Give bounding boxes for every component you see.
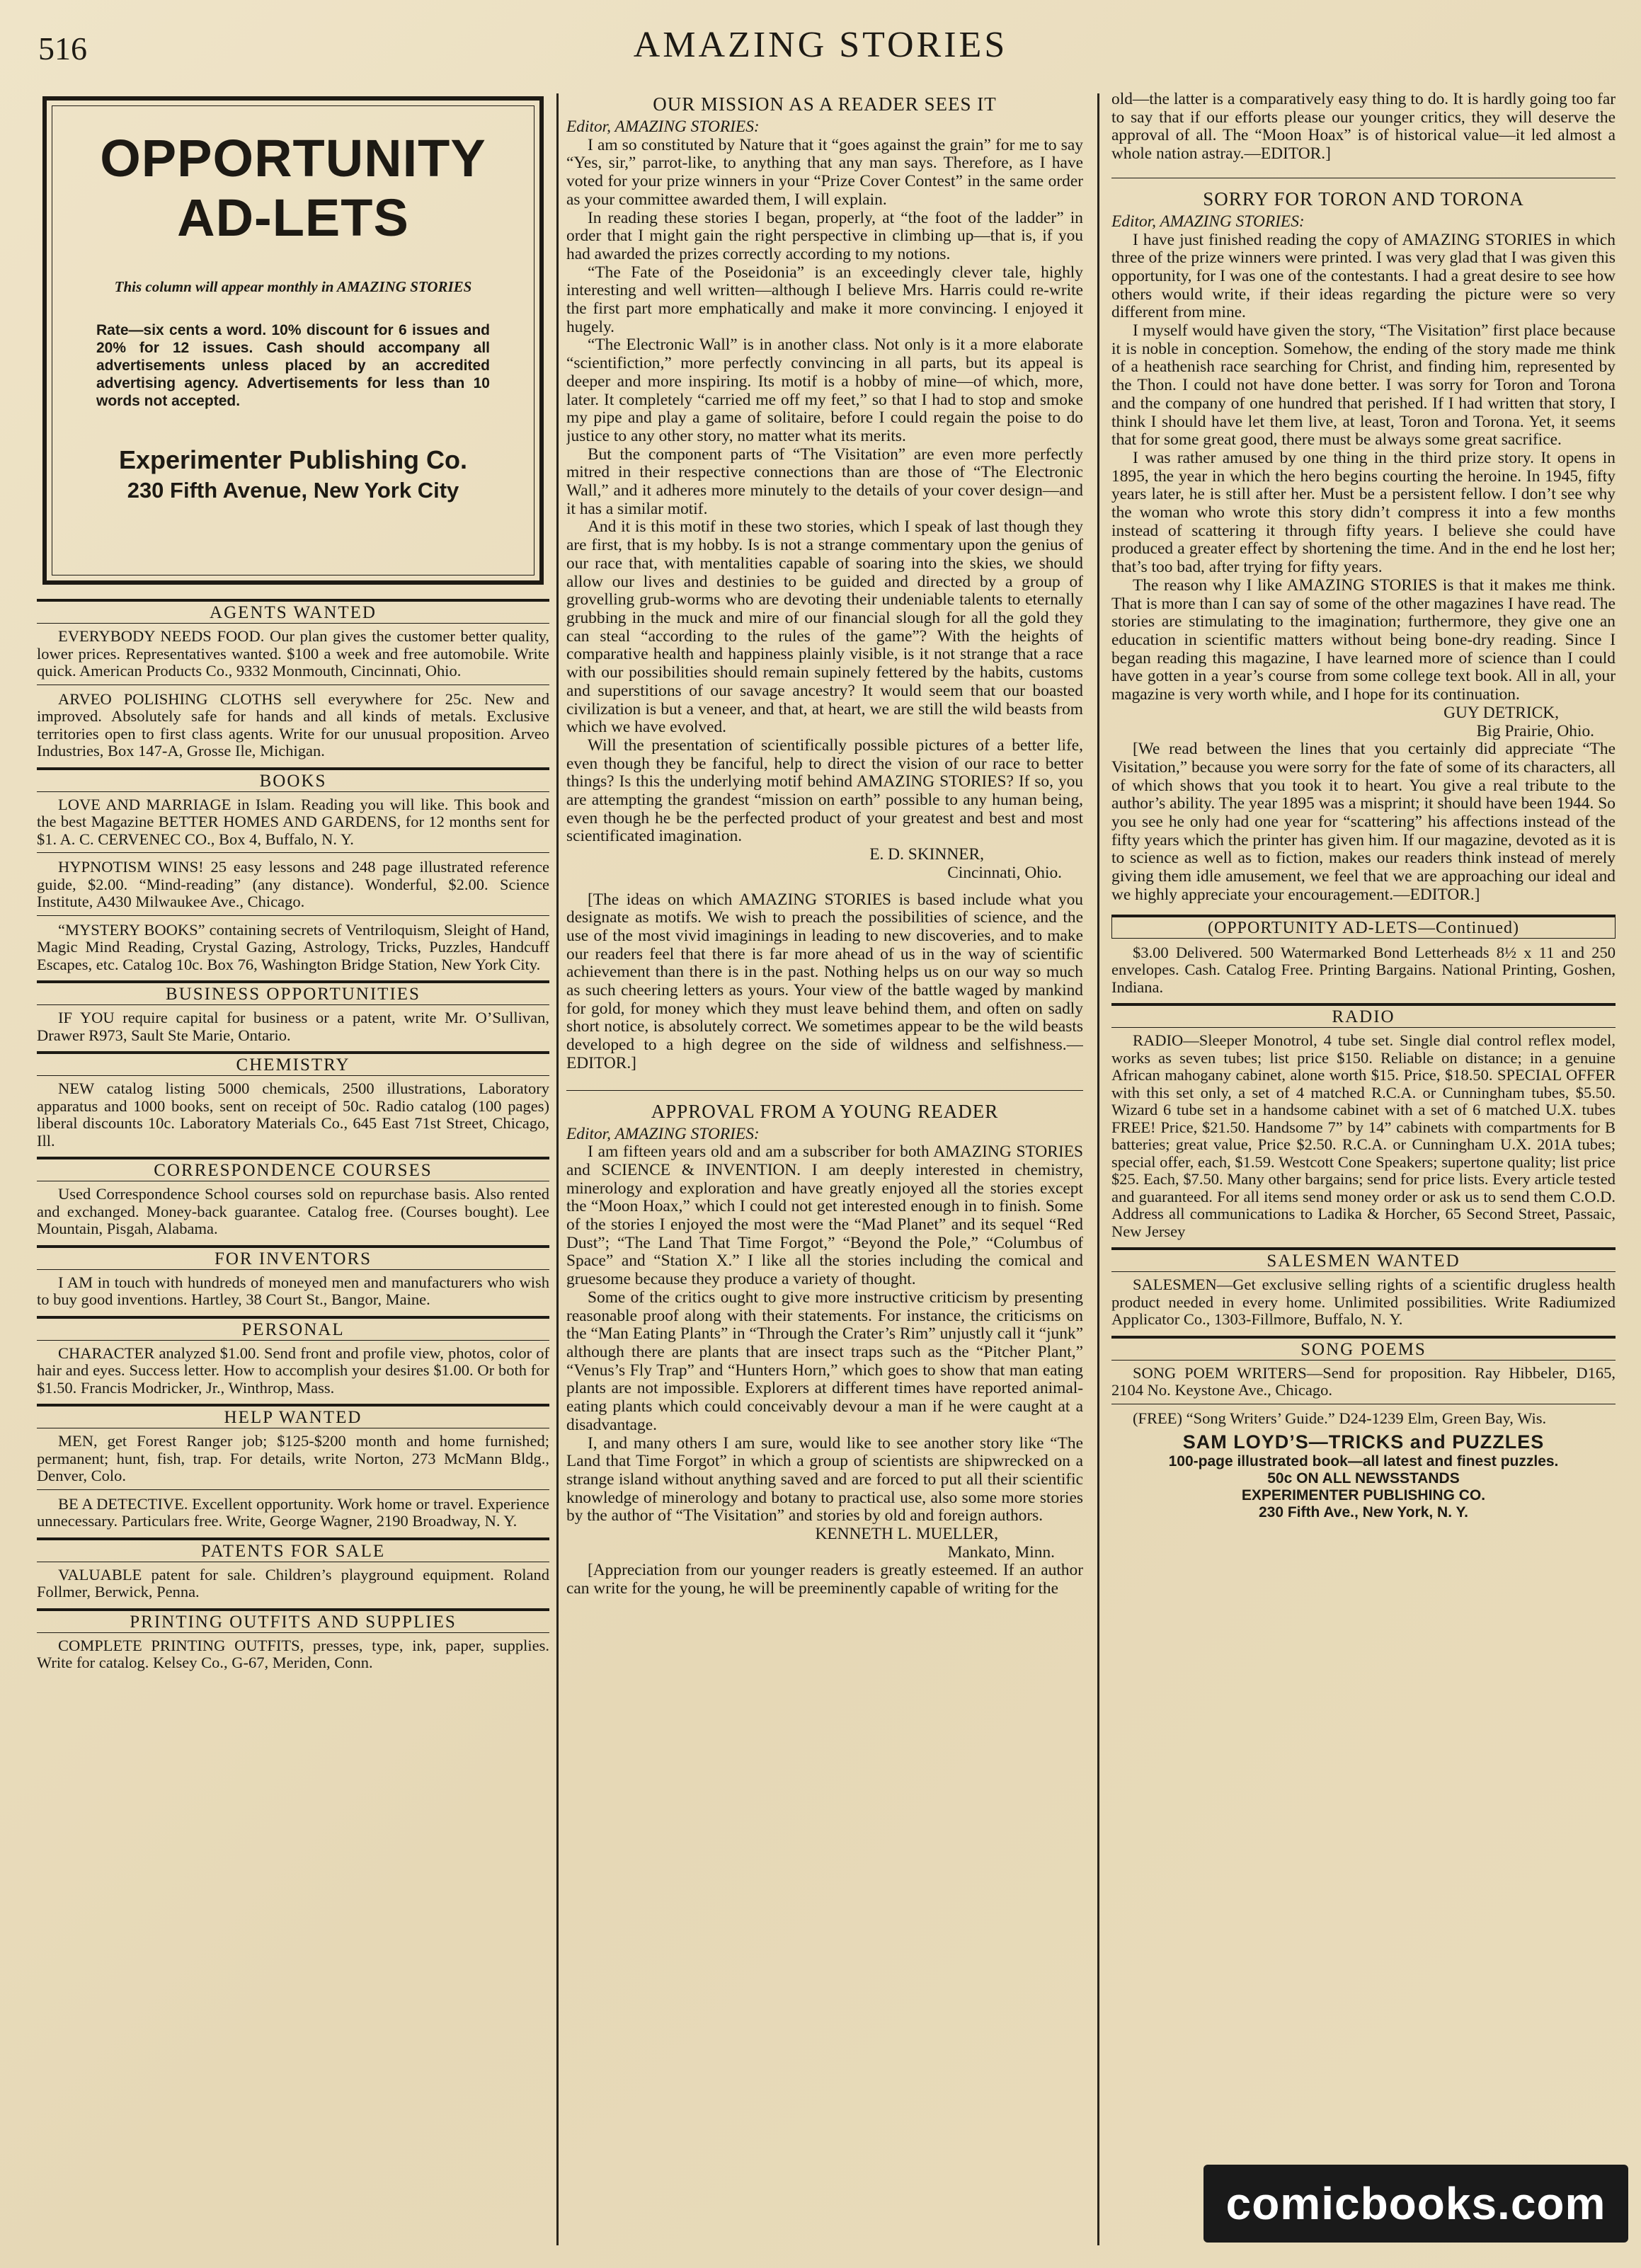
letter-salutation: Editor, AMAZING STORIES: — [566, 1124, 760, 1143]
section-heading: CORRESPONDENCE COURSES — [37, 1157, 549, 1181]
editor-reply: [We read between the lines that you certainly did appreciate “The Visitation,” because you were sorry for the fate of some of its characters, all of which shows that you took it to heart. You give a real tribute to the author’s ability. The year 1895 was a misprint; it should have been 1944. So you see he only had one year for “scattering” his affections instead of the fifty years which the printer has given him. If our magazine, devoted as it is to science as well as to fiction, makes our readers think instead of merely giving them idle amusement, we feel that we are approaching our ideal and we highly appreciate your encouragement.—EDITOR.] — [1111, 740, 1616, 904]
classified-listing — [1111, 944, 1616, 1428]
editor-reply-continued: old—the latter is a comparatively easy thing to do. It is hardly going too far to say that if our efforts please our younger critics, they will deserve the approval of all. The “Moon Hoax” is of historical value—it led almost a whole nation astray.—EDITOR.] — [1111, 91, 1616, 164]
letter-paragraph: I am fifteen years old and am a subscriber for both AMAZING STORIES and SCIENCE & INVENTION. I am deeply interested in chemistry, minerology and exploration and have greatly enjoyed all the stories except the “Moon Hoax,” which I could not get interested enough in to finish. Some of the stories I enjoyed the most were the “Mad Planet” and its sequel “Red Dust”; “The Land That Time Forgot,” “Beyond the Pole,” “Columbus of Space” and “Station X.” I like all the stories including the comical and gruesome because they produce a variety of thought. — [566, 1142, 1083, 1289]
section-heading: BOOKS — [37, 767, 549, 792]
classified-ad: HYPNOTISM WINS! 25 easy lessons and 248 page illustrated reference guide, $2.00. “Mind-reading” (any distance). Wonderful, $2.00. Science Institute, A430 Milwaukee Ave., Chicago. — [37, 858, 549, 910]
continued-heading: (OPPORTUNITY AD-LETS—Continued) — [1111, 915, 1616, 939]
letters-column — [566, 91, 1083, 2257]
ad-box-title: OPPORTUNITY AD-LETS — [100, 129, 486, 247]
classified-ad: COMPLETE PRINTING OUTFITS, presses, type, ink, paper, supplies. Write for catalog. Kelsey Co., G-67, Meriden, Conn. — [37, 1636, 549, 1671]
letter-paragraph: I, and many others I am sure, would like to see another story like “The Land that Time Forgot” in which a group of scientists are shipwrecked on a strange island without anything saved and are forced to put all their scientific knowledge of minerology and botany to practical use, also some more stories by the author of “The Visitation” and stories by old and foreign authors. — [566, 1433, 1083, 1525]
classified-ad: NEW catalog listing 5000 chemicals, 2500 illustrations, Laboratory apparatus and 1000 books, sent on receipt of 50c. Radio catalog (100 pages) liberal discounts 10c. Laboratory Materials Co., 645 East 71st Street, Chicago, Ill. — [37, 1079, 549, 1150]
letter-paragraph: I have just finished reading the copy of AMAZING STORIES in which three of the prize winners were printed. I was very glad that I was given this opportunity, for I was one of the contestants. I had a great desire to see how others would write, if their ideas regarding the picture were so very different from mine. — [1111, 230, 1616, 322]
letter-paragraph: “The Fate of the Poseidonia” is an exceedingly clever tale, highly interesting and well written—although I believe Mrs. Harris could re-write the first part more emphatically and make it more convincing. I enjoyed it hugely. — [566, 263, 1083, 336]
section-heading: AGENTS WANTED — [37, 599, 549, 624]
sam-loyd-title: SAM LOYD’S—TRICKS and PUZZLES — [1182, 1431, 1545, 1453]
page-number: 516 — [38, 30, 87, 67]
section-heading: CHEMISTRY — [37, 1051, 549, 1076]
letter-signature-place: Big Prairie, Ohio. — [1476, 721, 1594, 740]
section-heading: PATENTS FOR SALE — [37, 1537, 549, 1562]
letter-paragraph: And it is this motif in these two stories, which I speak of last though they are first, that is my hobby. Is is not a strange commentary upon the genius of our race that, with mentalities capable of soaring into the skies, we should allow our lives and destinies to be guided and directed by a group of grovelling grub-worms who are devoting their undeniable talents to eternally grubbing in the muck and mire of our financial slough for all the gold they can steal “according to the rules of the game”? With the heights of comparative health and happiness plainly visible, is it not strange that a race with our possibilities should remain supinely fettered by the habits, customs and superstitions of our savage ancestry? It would seem that our boasted civilization is but a veneer, and that, at heart, we are still the wild beasts from which we have evolved. — [566, 517, 1083, 737]
sam-loyd-line: 100-page illustrated book—all latest and finest puzzles. — [1168, 1453, 1559, 1470]
ad-box-publisher: Experimenter Publishing Co. 230 Fifth Avenue, New York City — [118, 445, 468, 503]
ad-divider — [37, 1489, 549, 1490]
letter-body — [1111, 231, 1616, 704]
letter-title: APPROVAL FROM A YOUNG READER — [651, 1100, 999, 1122]
section-heading: SALESMEN WANTED — [1111, 1247, 1616, 1272]
letter-paragraph: I am so constituted by Nature that it “goes against the grain” for me to say “Yes, sir,” parrot-like, to anything that any man says. Therefore, as I have voted for your prize winners in your “Prize Cover Contest” in the same order as your committee awarded them, I will explain. — [566, 135, 1083, 209]
sam-loyd-ad — [1111, 1431, 1616, 1521]
ad-divider — [37, 852, 549, 853]
section-heading: PRINTING OUTFITS AND SUPPLIES — [37, 1608, 549, 1633]
letters-column-right — [1111, 91, 1616, 2257]
classified-ad: RADIO—Sleeper Monotrol, 4 tube set. Single dial control reflex model, works as seven tubes; list price $150. Reliable on distance; in a genuine African mahogany cabinet, alone worth $15. Price, $18.50. SPECIAL OFFER with this set only, a set of 4 matched R.C.A. or Cunningham tubes, $5.50. Wizard 6 tube set in a handsome cabinet with a set of 6 matched U.X. tubes FREE! Price, $21.50. Handsome 7” by 14” cabinets with compartments for B batteries; great value, Price $2.50. R.C.A. or Cunningham U.X. 201A tubes; special offer, each, $1.59. Westcott Cone Speakers; supertone quality; list price $25. Each, $7.50. Many other bargains; send for price lists. Every article tested and guaranteed. For all items send money order or ask us to send them C.O.D. Address all communications to Ladika & Horcher, 65 Second Street, Passaic, New Jersey — [1111, 1031, 1616, 1240]
letter-signature-place: Mankato, Minn. — [947, 1542, 1055, 1562]
letter-salutation: Editor, AMAZING STORIES: — [566, 118, 760, 136]
letter-title: OUR MISSION AS A READER SEES IT — [653, 93, 997, 115]
editor-reply: [Appreciation from our younger readers is greatly esteemed. If an author can write for the young, he will be preeminently capable of writing for the — [566, 1561, 1083, 1598]
section-heading: BUSINESS OPPORTUNITIES — [37, 980, 549, 1005]
classified-ad: LOVE AND MARRIAGE in Islam. Reading you will like. This book and the best Magazine BETTER HOMES AND GARDENS, for 12 months sent for $1. A. C. CERVENEC CO., Box 4, Buffalo, N. Y. — [37, 795, 549, 848]
section-heading: PERSONAL — [37, 1316, 549, 1341]
letter-signature-place: Cincinnati, Ohio. — [947, 863, 1062, 882]
classified-ad: $3.00 Delivered. 500 Watermarked Bond Letterheads 8½ x 11 and 250 envelopes. Cash. Catalog Free. Printing Bargains. National Printing, Goshen, Indiana. — [1111, 943, 1616, 996]
classified-ad: SALESMEN—Get exclusive selling rights of a scientific drugless health product needed in every home. Unlimited possibilities. Write Radiumized Applicator Co., 1303-Fillmore, Buffalo, N. Y. — [1111, 1276, 1616, 1329]
section-heading: SONG POEMS — [1111, 1336, 1616, 1361]
letter-signature: GUY DETRICK, — [1443, 703, 1559, 722]
editor-reply: [The ideas on which AMAZING STORIES is based include what you designate as motifs. We wish to preach the possibilities of science, and the use of the most vivid imaginings in leading to new discoveries, and to make our readers feel that there is far more ahead of us in the way of scientific achievement than there is in the past. Nothing helps us on our way so much as such cheering letters as yours. Your view of the battle waged by mankind for gold, for money which they must leave behind them, and often on sadly short notice, is absolutely correct. We sometimes appear to be the wild beasts developed to a high degree on the side of wildness and selfishness.—EDITOR.] — [566, 890, 1083, 1072]
letter-salutation: Editor, AMAZING STORIES: — [1111, 212, 1305, 231]
letter-title: SORRY FOR TORON AND TORONA — [1203, 188, 1524, 210]
classified-ad: EVERYBODY NEEDS FOOD. Our plan gives the customer better quality, lower prices. Representatives wanted. $100 a week and free automobile. Write quick. American Products Co., 9332 Monmouth, Cincinnati, Ohio. — [37, 627, 549, 680]
sam-loyd-line: 50c ON ALL NEWSSTANDS — [1267, 1470, 1460, 1487]
ad-box-note: This column will appear monthly in AMAZING STORIES — [114, 278, 472, 295]
letter-signature: E. D. SKINNER, — [869, 845, 984, 864]
classified-ad: Used Correspondence School courses sold on repurchase basis. Also rented and exchanged. Money-back guarantee. Catalog free. (Courses bought). Lee Mountain, Pisgah, Alabama. — [37, 1185, 549, 1237]
section-heading: RADIO — [1111, 1003, 1616, 1028]
section-heading: HELP WANTED — [37, 1404, 549, 1428]
ad-divider — [37, 915, 549, 916]
letter-body — [566, 137, 1083, 846]
letter-body — [566, 1143, 1083, 1525]
letter-paragraph: But the component parts of “The Visitation” are even more perfectly mitred in their respective connections than are those of “The Electronic Wall,” and it adheres more minutely to the details of your cover design—and it has a similar motif. — [566, 445, 1083, 518]
column-rule — [1097, 93, 1099, 2245]
classified-ad: IF YOU require capital for business or a patent, write Mr. O’Sullivan, Drawer R973, Sault Ste Marie, Ontario. — [37, 1009, 549, 1044]
classified-ad: SONG POEM WRITERS—Send for proposition. Ray Hibbeler, D165, 2104 No. Keystone Ave., Chicago. — [1111, 1363, 1616, 1399]
classified-ad: (FREE) “Song Writers’ Guide.” D24-1239 Elm, Green Bay, Wis. — [1133, 1409, 1547, 1427]
letter-paragraph: I was rather amused by one thing in the third prize story. It opens in 1895, the year in which the hero begins courting the heroine. In 1945, fifty years later, he is still after her. Must be a persistent fellow. I don’t see why the woman who wrote this story didn’t compress it into a few months instead of scattering it through fifty years. I believe she could have produced a greater effect by shortening the time. And in the end he lost her; that’s too bad, after trying for fifty years. — [1111, 448, 1616, 577]
letter-paragraph: Will the presentation of scientifically possible pictures of a better life, even though they be fanciful, help to direct the vision of our race to better things? Is this the underlying motif behind AMAZING STORIES? If so, you are attempting the grandest “mission on earth” possible to any human being, even though he be the perfected product of your greatest and best and most scientificated imagination. — [566, 735, 1083, 846]
classified-column — [37, 91, 549, 2257]
watermark-logo: comicbooks.com — [1203, 2165, 1628, 2243]
sam-loyd-line: 230 Fifth Ave., New York, N. Y. — [1258, 1504, 1469, 1521]
letter-signature: KENNETH L. MUELLER, — [815, 1525, 998, 1544]
classified-ad: BE A DETECTIVE. Excellent opportunity. Work home or travel. Experience unnecessary. Particulars free. Write, George Wagner, 2190 Broadway, N. Y. — [37, 1494, 549, 1530]
ad-box-rates: Rate—six cents a word. 10% discount for 6 issues and 20% for 12 issues. Cash should accompany all advertisements unless placed by an accredited advertising agency. Advertisements for less than 10 words not accepted. — [96, 322, 490, 409]
classified-ad: ARVEO POLISHING CLOTHS sell everywhere for 25c. New and improved. Absolutely safe for hands and all kinds of metals. Exclusive territories open to first class agents. Write for our unusual proposition. Arveo Industries, Box 147-A, Grosse Ile, Michigan. — [37, 689, 549, 760]
section-heading: FOR INVENTORS — [37, 1245, 549, 1270]
magazine-title: AMAZING STORIES — [633, 25, 1008, 65]
sam-loyd-line: EXPERIMENTER PUBLISHING CO. — [1241, 1487, 1486, 1504]
column-rule — [556, 93, 559, 2245]
classified-ad: CHARACTER analyzed $1.00. Send front and profile view, photos, color of hair and eyes. Success letter. How to accomplish your desires $1.00. Or both for $1.50. Francis Modricker, Jr., Winthrop, Mass. — [37, 1344, 549, 1397]
letter-paragraph: “The Electronic Wall” is in another class. Not only is it a more elaborate “scientifiction,” more perfectly convincing in all parts, but its appeal is deeper and more inspiring. Its motif is a hobby of mine—of which, more, later. It completely “carried me off my feet,” so that I had to stop and smoke my pipe and play a game of solitaire, before I could regain the poise to do justice to any other story, no matter what its merits. — [566, 336, 1083, 445]
letter-divider — [566, 1090, 1083, 1091]
letter-paragraph: Some of the critics ought to give more instructive criticism by presenting reasonable proof along with their statements. For instance, the criticisms on the “Man Eating Plants” in “Through the Crater’s Rim” unjustly call it “junk” although there are plants that are insect traps such as the “Pitcher Plant,” “Venus’s Fly Trap” and “Hunters Horn,” which goes to show that man eating plants are not impossible. Explorers at different times have reported animal-eating plants which could conceivably devour a man if he were caught at a disadvantage. — [566, 1288, 1083, 1434]
letter-paragraph: The reason why I like AMAZING STORIES is that it makes me think. That is more than I can say of some of the other magazines I have read. The stories are stimulating to the imagination; furthermore, they give one an education in scientific matters without being bone-dry reading. Since I began reading this magazine, I have learned more of science than I could have gotten in a year’s course from some college text book. All in all, your magazine is very worth while, and I hope for its continuation. — [1111, 575, 1616, 704]
classified-ad: VALUABLE patent for sale. Children’s playground equipment. Roland Follmer, Berwick, Penna. — [37, 1565, 549, 1600]
ad-lets-box — [42, 96, 544, 585]
classified-ad: MEN, get Forest Ranger job; $125-$200 month and home furnished; permanent; hunt, fish, trap. For details, write Norton, 273 McMann Bldg., Denver, Colo. — [37, 1432, 549, 1484]
classified-ad: I AM in touch with hundreds of moneyed men and manufacturers who wish to buy good inventions. Hartley, 38 Court St., Bangor, Maine. — [37, 1273, 549, 1308]
classified-listing — [37, 599, 549, 1672]
classified-ad: “MYSTERY BOOKS” containing secrets of Ventriloquism, Sleight of Hand, Magic Mind Reading, Crystal Gazing, Astrology, Tricks, Puzzles, Handcuff Escapes, etc. Catalog 10c. Box 76, Washington Bridge Station, New York City. — [37, 920, 549, 973]
letter-paragraph: In reading these stories I began, properly, at “the foot of the ladder” in order that I might gain the right perspective in climbing up—that is, if you had awarded the prizes correctly according to my notions. — [566, 208, 1083, 263]
letter-paragraph: I myself would have given the story, “The Visitation” first place because it is noble in conception. Somehow, the ending of the story made me think of a heathenish race searching for Christ, and finding him, represented by the Thon. I could not have done better. I was sorry for Toron and Torona and the company of one hundred that perished. If I had written that story, I think I should have let them live, at least, Toron and Torona. Yet, it seems that for some great good, there must be always some great sacrifice. — [1111, 321, 1616, 449]
